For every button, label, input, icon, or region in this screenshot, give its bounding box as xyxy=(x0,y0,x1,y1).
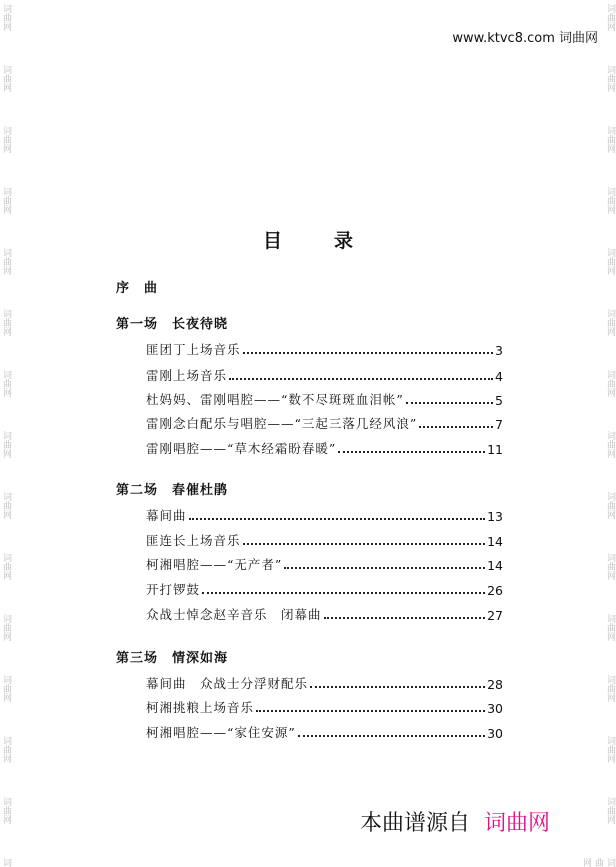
watermark-text: 词 xyxy=(1,858,11,867)
leader-dots xyxy=(298,734,485,737)
watermark-text: 词曲网 xyxy=(1,492,11,519)
toc-entry-page: 28 xyxy=(487,677,503,692)
watermark-text: 词曲网 xyxy=(1,309,11,336)
toc-entry-label: 柯湘挑粮上场音乐 xyxy=(146,700,255,715)
toc-entry-page: 7 xyxy=(495,417,503,432)
toc-entry[interactable] xyxy=(146,506,503,524)
toc-entry[interactable] xyxy=(146,698,503,716)
watermark-text: 词曲网 xyxy=(605,370,615,397)
toc-entry[interactable] xyxy=(146,674,503,692)
toc-entry[interactable] xyxy=(146,340,503,358)
toc-entry-page: 30 xyxy=(487,701,503,716)
site-header[interactable]: www.ktvc8.com 词曲网 xyxy=(452,31,598,46)
section-heading-scene-2: 第二场 春催杜鹃 xyxy=(116,483,229,498)
footer-source-text: 本曲谱源自 xyxy=(360,811,471,836)
source-footer xyxy=(360,806,550,837)
toc-entry-label: 杜妈妈、雷刚唱腔——“数不尽斑斑血泪帐” xyxy=(146,392,404,407)
watermark-text: 词曲网 xyxy=(605,248,615,275)
watermark-text: 词曲网 xyxy=(605,614,615,641)
watermark-text: 词曲网 xyxy=(1,187,11,214)
toc-entry-page: 26 xyxy=(487,583,503,598)
watermark-text: 词曲网 xyxy=(605,126,615,153)
watermark-text: 词曲网 xyxy=(1,370,11,397)
watermark-text: 词曲网 xyxy=(1,248,11,275)
toc-entry-label: 幕间曲 众战士分浮财配乐 xyxy=(146,676,309,691)
watermark-text: 词曲网 xyxy=(1,4,11,31)
toc-entry[interactable] xyxy=(146,414,503,432)
toc-entry-label: 雷刚念白配乐与唱腔——“三起三落几经风浪” xyxy=(146,416,418,431)
leader-dots xyxy=(243,542,486,545)
leader-dots xyxy=(324,616,486,619)
leader-dots xyxy=(202,591,485,594)
watermark-text: 词曲网 xyxy=(581,858,615,867)
toc-entry-page: 5 xyxy=(495,393,503,408)
footer-brand-link[interactable]: 词曲网 xyxy=(484,811,551,836)
toc-entry[interactable] xyxy=(146,439,503,457)
leader-dots xyxy=(229,377,493,380)
toc-entry-page: 4 xyxy=(495,369,503,384)
leader-dots xyxy=(406,401,493,404)
watermark-text: 词曲网 xyxy=(605,4,615,31)
toc-entry-page: 30 xyxy=(487,726,503,741)
toc-entry-page: 11 xyxy=(487,442,503,457)
watermark-text: 词曲网 xyxy=(605,431,615,458)
toc-entry-label: 柯湘唱腔——“无产者” xyxy=(146,557,283,572)
toc-entry-label: 雷刚唱腔——“草木经霜盼春暖” xyxy=(146,441,337,456)
leader-dots xyxy=(310,685,485,688)
toc-entry[interactable] xyxy=(146,390,503,408)
watermark-text: 词曲网 xyxy=(1,431,11,458)
section-heading-prelude: 序 曲 xyxy=(116,281,159,296)
toc-entry-label: 众战士悼念赵辛音乐 闭幕曲 xyxy=(146,607,322,622)
watermark-text: 词曲网 xyxy=(605,797,615,824)
section-heading-scene-3: 第三场 情深如海 xyxy=(116,651,229,666)
watermark-text: 词曲网 xyxy=(605,736,615,763)
leader-dots xyxy=(284,566,485,569)
watermark-text: 词曲网 xyxy=(1,65,11,92)
toc-entry[interactable] xyxy=(146,580,503,598)
watermark-text: 词曲网 xyxy=(1,553,11,580)
toc-entry[interactable] xyxy=(146,366,503,384)
watermark-text: 词曲网 xyxy=(605,187,615,214)
section-heading-scene-1: 第一场 长夜待晓 xyxy=(116,317,229,332)
watermark-text: 词曲网 xyxy=(605,553,615,580)
leader-dots xyxy=(189,517,486,520)
toc-entry[interactable] xyxy=(146,531,503,549)
toc-entry-label: 匪团丁上场音乐 xyxy=(146,342,241,357)
toc-entry-page: 27 xyxy=(487,608,503,623)
toc-entry-label: 雷刚上场音乐 xyxy=(146,368,228,383)
watermark-text: 词曲网 xyxy=(1,614,11,641)
toc-entry-label: 幕间曲 xyxy=(146,508,187,523)
right-watermark-strip xyxy=(581,0,616,867)
toc-entry[interactable] xyxy=(146,723,503,741)
toc-entry[interactable] xyxy=(146,555,503,573)
toc-entry-label: 开打锣鼓 xyxy=(146,582,201,597)
watermark-text: 词曲网 xyxy=(605,65,615,92)
toc-entry-page: 14 xyxy=(487,558,503,573)
leader-dots xyxy=(243,351,494,354)
watermark-text: 词曲网 xyxy=(605,675,615,702)
left-watermark-strip xyxy=(0,0,12,865)
toc-entry-label: 匪连长上场音乐 xyxy=(146,533,241,548)
watermark-text: 词曲网 xyxy=(1,736,11,763)
toc-entry-label: 柯湘唱腔——“家住安源” xyxy=(146,725,296,740)
leader-dots xyxy=(419,425,493,428)
toc-entry-page: 13 xyxy=(487,509,503,524)
leader-dots xyxy=(338,450,485,453)
watermark-text: 词曲网 xyxy=(605,492,615,519)
toc-entry-page: 14 xyxy=(487,534,503,549)
watermark-text: 词曲网 xyxy=(605,309,615,336)
page-title: 目录 xyxy=(262,230,405,252)
watermark-text: 词曲网 xyxy=(1,126,11,153)
leader-dots xyxy=(256,709,485,712)
watermark-text: 词曲网 xyxy=(1,675,11,702)
toc-entry-page: 3 xyxy=(495,343,503,358)
toc-entry[interactable] xyxy=(146,605,503,623)
watermark-text: 词曲网 xyxy=(1,797,11,824)
